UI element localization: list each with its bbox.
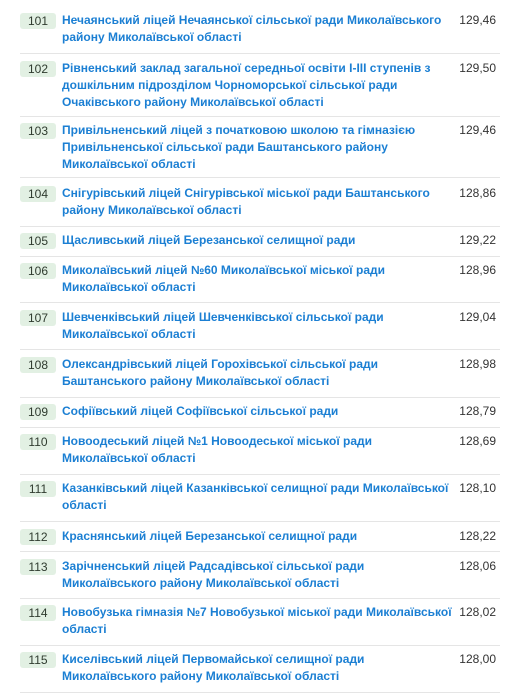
rank-badge: 114 bbox=[20, 605, 56, 621]
score-value: 128,96 bbox=[459, 263, 496, 277]
rank-badge: 104 bbox=[20, 186, 56, 202]
row-divider bbox=[20, 692, 500, 693]
score-value: 128,98 bbox=[459, 357, 496, 371]
school-name-link[interactable]: Миколаївський ліцей №60 Миколаївської міської ради Миколаївської області bbox=[62, 263, 386, 294]
score-value: 128,22 bbox=[459, 529, 496, 543]
school-name-link[interactable]: Привільненський ліцей з початковою школою та гімназією Привільненської сільської ради Баштанського району Миколаївської області bbox=[62, 123, 416, 171]
row-divider bbox=[20, 256, 500, 257]
score-value: 128,00 bbox=[459, 652, 496, 666]
row-divider bbox=[20, 226, 500, 227]
rank-badge: 112 bbox=[20, 529, 56, 545]
score-value: 129,50 bbox=[459, 61, 496, 75]
score-value: 129,22 bbox=[459, 233, 496, 247]
row-divider bbox=[20, 53, 500, 54]
score-value: 129,04 bbox=[459, 310, 496, 324]
row-divider bbox=[20, 177, 500, 178]
rank-badge: 107 bbox=[20, 310, 56, 326]
row-divider bbox=[20, 521, 500, 522]
rank-badge: 105 bbox=[20, 233, 56, 249]
rank-badge: 113 bbox=[20, 559, 56, 575]
rank-badge: 106 bbox=[20, 263, 56, 279]
rank-badge: 101 bbox=[20, 13, 56, 29]
school-name-link[interactable]: Шевченківський ліцей Шевченківської сільської ради Миколаївської області bbox=[62, 310, 384, 341]
row-divider bbox=[20, 302, 500, 303]
rank-badge: 110 bbox=[20, 434, 56, 450]
rank-badge: 115 bbox=[20, 652, 56, 668]
score-value: 129,46 bbox=[459, 13, 496, 27]
score-value: 129,46 bbox=[459, 123, 496, 137]
row-divider bbox=[20, 397, 500, 398]
row-divider bbox=[20, 427, 500, 428]
row-divider bbox=[20, 349, 500, 350]
score-value: 128,69 bbox=[459, 434, 496, 448]
rank-badge: 102 bbox=[20, 61, 56, 77]
school-name-link[interactable]: Нечаянський ліцей Нечаянської сільської ради Миколаївського району Миколаївської області bbox=[62, 13, 442, 44]
row-divider bbox=[20, 551, 500, 552]
school-name-link[interactable]: Киселівський ліцей Первомайської селищної ради Миколаївського району Миколаївської області bbox=[62, 652, 365, 683]
rank-badge: 111 bbox=[20, 481, 56, 497]
school-name-link[interactable]: Рівненський заклад загальної середньої освіти І-ІІІ ступенів з дошкільним підрозділом Чорноморської сільської ради Очаківського району Миколаївської області bbox=[62, 61, 431, 109]
school-name-link[interactable]: Казанківський ліцей Казанківської селищної ради Миколаївської області bbox=[62, 481, 449, 512]
score-value: 128,02 bbox=[459, 605, 496, 619]
row-divider bbox=[20, 598, 500, 599]
school-name-link[interactable]: Краснянський ліцей Березанської селищної ради bbox=[62, 529, 358, 543]
score-value: 128,79 bbox=[459, 404, 496, 418]
row-divider bbox=[20, 474, 500, 475]
school-name-link[interactable]: Софіївський ліцей Софіївської сільської ради bbox=[62, 404, 339, 418]
score-value: 128,10 bbox=[459, 481, 496, 495]
rank-badge: 108 bbox=[20, 357, 56, 373]
row-divider bbox=[20, 645, 500, 646]
score-value: 128,06 bbox=[459, 559, 496, 573]
rank-badge: 103 bbox=[20, 123, 56, 139]
school-name-link[interactable]: Новобузька гімназія №7 Новобузької міської ради Миколаївської області bbox=[62, 605, 452, 636]
school-name-link[interactable]: Снігурівський ліцей Снігурівської міської ради Баштанського району Миколаївської області bbox=[62, 186, 430, 217]
school-name-link[interactable]: Новоодеський ліцей №1 Новоодеської міської ради Миколаївської області bbox=[62, 434, 373, 465]
school-name-link[interactable]: Зарічненський ліцей Радсадівської сільської ради Миколаївського району Миколаївської області bbox=[62, 559, 365, 590]
school-name-link[interactable]: Олександрівський ліцей Горохівської сільської ради Баштанського району Миколаївської області bbox=[62, 357, 378, 388]
row-divider bbox=[20, 116, 500, 117]
school-name-link[interactable]: Щасливський ліцей Березанської селищної ради bbox=[62, 233, 356, 247]
rank-badge: 109 bbox=[20, 404, 56, 420]
score-value: 128,86 bbox=[459, 186, 496, 200]
